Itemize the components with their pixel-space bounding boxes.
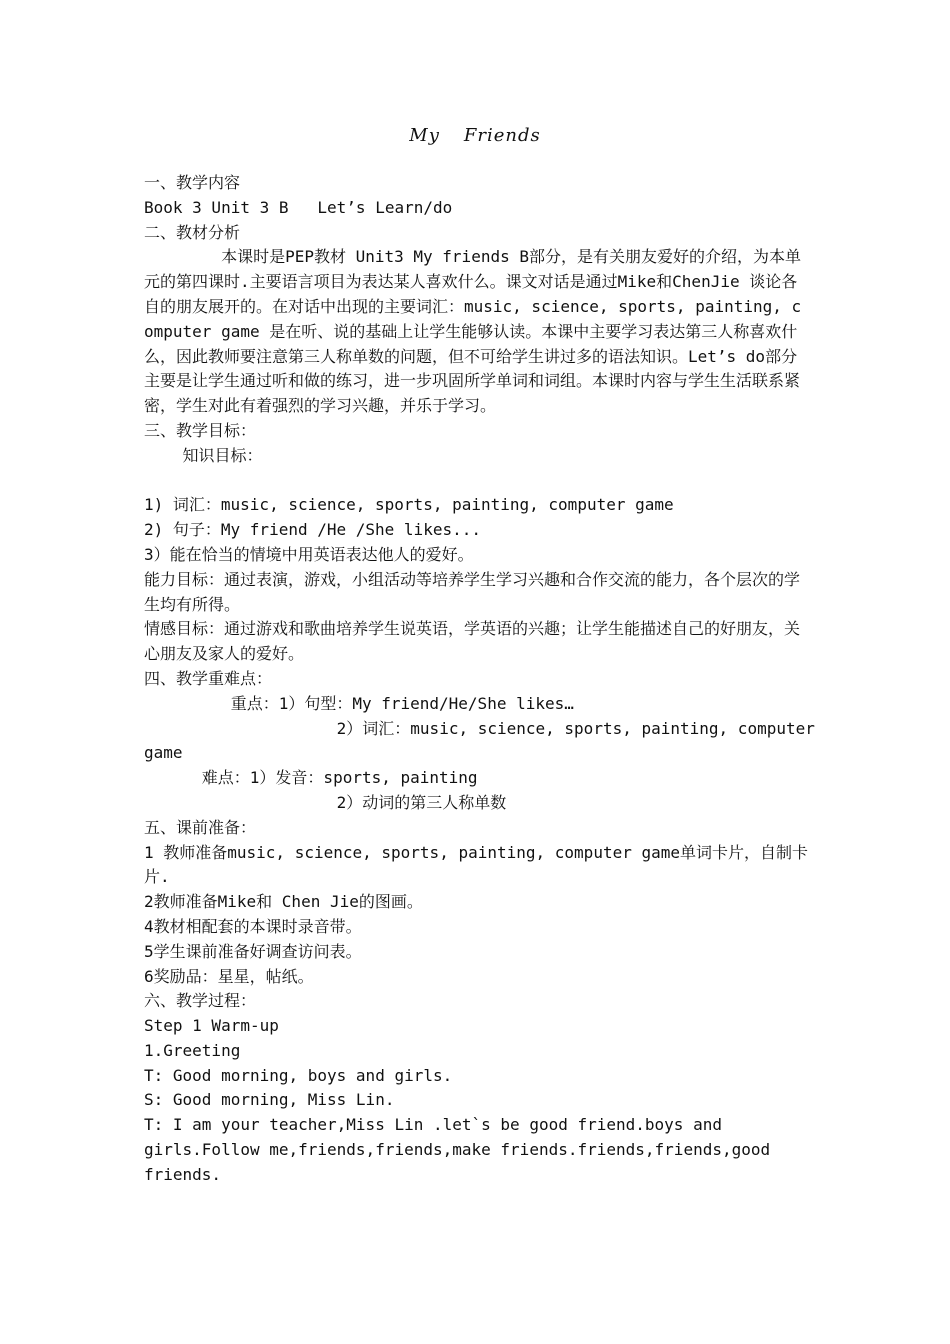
- dialogue-students-1: S: Good morning, Miss Lin.: [144, 1090, 395, 1110]
- keypoint-sentence: 重点：1）句型：My friend/He/She likes…: [144, 693, 574, 713]
- prep-item-tape: 4教材相配套的本课时录音带。: [144, 916, 362, 936]
- title-word-my: My: [409, 125, 440, 146]
- section-heading-keypoints: 四、教学重难点：: [144, 668, 273, 688]
- greeting-heading: 1.Greeting: [144, 1040, 241, 1060]
- ability-objective: 能力目标：通过表演，游戏，小组活动等培养学生学习兴趣和合作交流的能力，各个层次的学生均有所得。: [144, 569, 801, 614]
- dialogue-teacher-2-cont: girls.Follow me,friends,friends,make friends.friends,friends,good: [144, 1140, 771, 1160]
- dialogue-teacher-2-end: friends.: [144, 1164, 222, 1184]
- document-title: [0, 125, 950, 146]
- knowledge-item-vocab: 1) 词汇：music, science, sports, painting, computer game: [144, 495, 674, 515]
- section-heading-objectives: 三、教学目标：: [144, 420, 257, 440]
- keypoint-vocab-cont: game: [144, 743, 183, 763]
- difficulty-pronunciation: 难点：1）发音：sports, painting: [144, 768, 478, 788]
- book-unit-line: Book 3 Unit 3 B Let’s Learn/do: [144, 197, 453, 217]
- blank-line: [144, 469, 809, 494]
- section-heading-process: 六、教学过程：: [144, 991, 257, 1011]
- prep-item-cards: 1 教师准备music, science, sports, painting, computer game单词卡片，自制卡片.: [144, 842, 809, 887]
- document-body: [144, 171, 815, 1188]
- section-heading-content: 一、教学内容: [144, 173, 241, 192]
- difficulty-verb: 2）动词的第三人称单数: [144, 792, 507, 812]
- prep-item-rewards: 6奖励品：星星，帖纸。: [144, 966, 314, 986]
- knowledge-objective-label: 知识目标：: [144, 445, 263, 465]
- analysis-paragraph: 本课时是PEP教材 Unit3 My friends B部分，是有关朋友爱好的介绍，为本单元的第四课时.主要语言项目为表达某人喜欢什么。课文对话是通过Mike和ChenJie 谈论各自的朋友展开的。在对话中出现的主要词汇：music, science, sports, painting, computer game 是在听、说的基础上让学生能够认读。本课中主要学习表达第三人称喜欢什么，因此教师要注意第三人称单数的问题，但不可给学生讲过多的语法知识。Let’s do部分主要是让学生通过听和做的练习，进一步巩固所学单词和词组。本课时内容与学生生活联系紧密，学生对此有着强烈的学习兴趣，并乐于学习。: [144, 247, 802, 416]
- step-warmup: Step 1 Warm-up: [144, 1016, 279, 1036]
- dialogue-teacher-2: T: I am your teacher,Miss Lin .let`s be good friend.boys and: [144, 1115, 722, 1135]
- section-heading-preparation: 五、课前准备：: [144, 817, 257, 837]
- knowledge-item-sentence: 2) 句子：My friend /He /She likes...: [144, 520, 481, 540]
- keypoint-vocab: 2）词汇：music, science, sports, painting, computer: [144, 718, 815, 738]
- dialogue-teacher-1: T: Good morning, boys and girls.: [144, 1065, 453, 1085]
- title-word-friends: Friends: [463, 125, 541, 146]
- emotion-objective: 情感目标：通过游戏和歌曲培养学生说英语，学英语的兴趣；让学生能描述自己的好朋友，关心朋友及家人的爱好。: [144, 619, 801, 664]
- section-heading-analysis: 二、教材分析: [144, 222, 241, 242]
- knowledge-item-express: 3）能在恰当的情境中用英语表达他人的爱好。: [144, 544, 474, 564]
- prep-item-pictures: 2教师准备Mike和 Chen Jie的图画。: [144, 892, 423, 912]
- prep-item-survey: 5学生课前准备好调查访问表。: [144, 941, 362, 961]
